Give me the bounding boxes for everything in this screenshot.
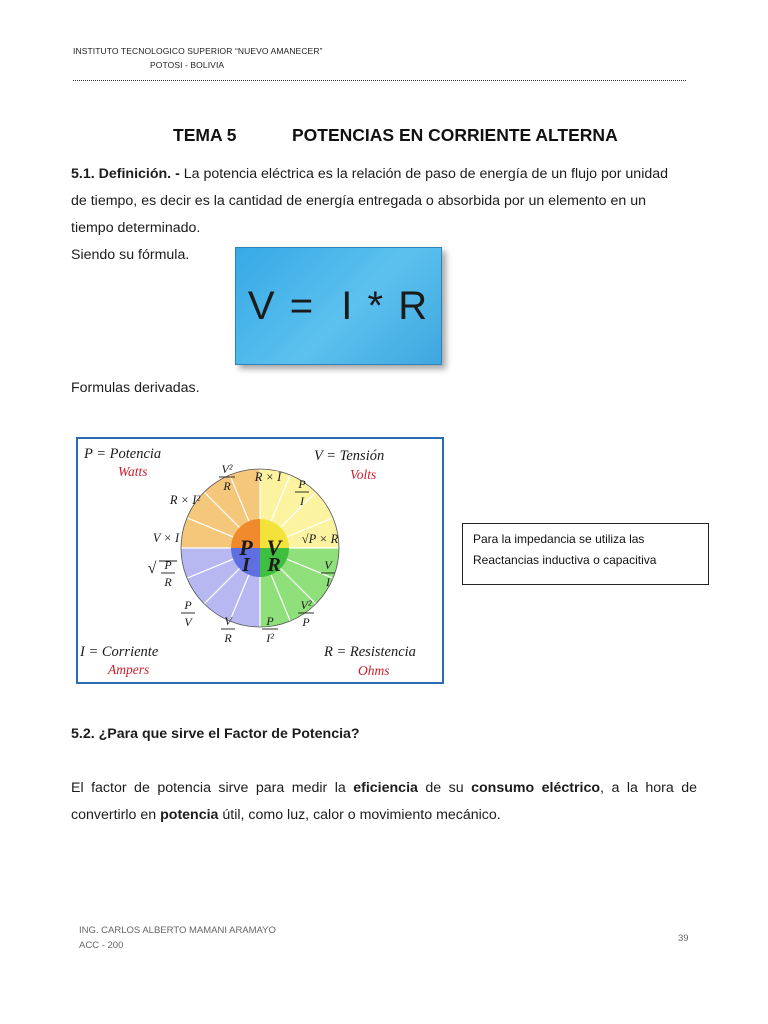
power-wheel-svg	[78, 439, 442, 682]
p1-bold-consumo: consumo eléctrico	[471, 780, 601, 796]
page-number: 39	[678, 933, 689, 944]
svg-text:V²: V²	[300, 598, 312, 612]
corner-voltage-name: V = Tensión	[314, 448, 385, 464]
definition-heading: 5.1. Definición. -	[71, 166, 180, 182]
formula-sqrt-p-times-r: √P × R	[301, 532, 339, 546]
p1-text-e: , a la hora de	[600, 780, 698, 796]
formula-v-times-i: V × I	[152, 531, 180, 545]
impedance-note-box	[462, 523, 709, 585]
svg-text:P: P	[164, 558, 172, 572]
definition-text-1: La potencia eléctrica es la relación de paso de energía de un flujo por unidad	[179, 166, 669, 182]
formula-r-times-i-squared: R × I²	[169, 493, 201, 507]
center-letter-v: V	[266, 535, 282, 560]
corner-power-unit: Watts	[118, 464, 148, 479]
center-letter-r: R	[267, 554, 281, 576]
svg-text:I: I	[326, 575, 330, 589]
title-number: TEMA 5	[173, 125, 237, 145]
corner-voltage-unit: Volts	[350, 467, 377, 482]
svg-text:P: P	[302, 615, 310, 629]
svg-text:R: R	[223, 479, 231, 493]
p1-text-a: El factor de potencia sirve para medir la	[71, 780, 354, 796]
corner-current-name: I = Corriente	[80, 644, 159, 660]
corner-power-name: P = Potencia	[84, 446, 162, 462]
footer-course: ACC - 200	[79, 940, 124, 951]
corner-resistance-name: R = Resistencia	[324, 644, 416, 660]
corner-current-unit: Ampers	[108, 662, 150, 677]
corner-resistance-unit: Ohms	[358, 663, 390, 678]
svg-text:√: √	[147, 560, 157, 577]
svg-text:R: R	[164, 575, 172, 589]
p1-bold-eficiencia: eficiencia	[353, 780, 418, 796]
definition-line3: tiempo determinado.	[71, 220, 201, 236]
svg-text:P: P	[298, 477, 306, 491]
note-line-1: Para la impedancia se utiliza las	[473, 532, 645, 546]
definition-line2: de tiempo, es decir es la cantidad de energía entregada o absorbida por un elemento en un	[71, 193, 646, 209]
section2-heading: 5.2. ¿Para que sirve el Factor de Potencia?	[71, 726, 360, 742]
svg-text:P: P	[266, 614, 274, 628]
formula-intro: Siendo su fórmula.	[71, 247, 190, 263]
svg-text:V: V	[324, 558, 332, 572]
note-line-2: Reactancias inductiva o capacitiva	[473, 553, 657, 567]
formula-sqrt-p-over-r	[148, 558, 177, 589]
ohms-law-formula: V = I * R	[247, 283, 430, 328]
center-letter-p: P	[239, 535, 253, 560]
section2-paragraph-line1	[71, 775, 697, 802]
power-wheel-diagram	[76, 437, 444, 684]
svg-text:I: I	[300, 494, 304, 508]
svg-text:V²: V²	[221, 462, 233, 476]
header-divider	[73, 76, 686, 81]
p2-text-a: convertirlo en	[71, 807, 161, 823]
center-letter-i: I	[242, 554, 250, 576]
header-institute: INSTITUTO TECNOLOGICO SUPERIOR “NUEVO AMANECER”	[73, 46, 323, 56]
svg-text:V: V	[224, 614, 232, 628]
section2-paragraph-line2	[71, 802, 501, 829]
p2-text-c: útil, como luz, calor o movimiento mecánico.	[218, 807, 501, 823]
formula-r-times-i: R × I	[254, 470, 282, 484]
formula-p-over-v	[181, 598, 195, 629]
definition-line1	[71, 161, 701, 188]
svg-text:V: V	[184, 615, 192, 629]
derived-formulas-label: Formulas derivadas.	[71, 380, 200, 396]
footer-author: ING. CARLOS ALBERTO MAMANI ARAMAYO	[79, 925, 276, 936]
svg-text:R: R	[224, 631, 232, 645]
p2-bold-potencia: potencia	[160, 807, 219, 823]
header-location: POTOSI - BOLIVIA	[150, 60, 225, 70]
formula-box	[235, 247, 442, 365]
page-title: POTENCIAS EN CORRIENTE ALTERNA	[292, 125, 618, 145]
svg-text:I²: I²	[266, 631, 274, 645]
svg-text:P: P	[184, 598, 192, 612]
p1-text-c: de su	[417, 780, 472, 796]
